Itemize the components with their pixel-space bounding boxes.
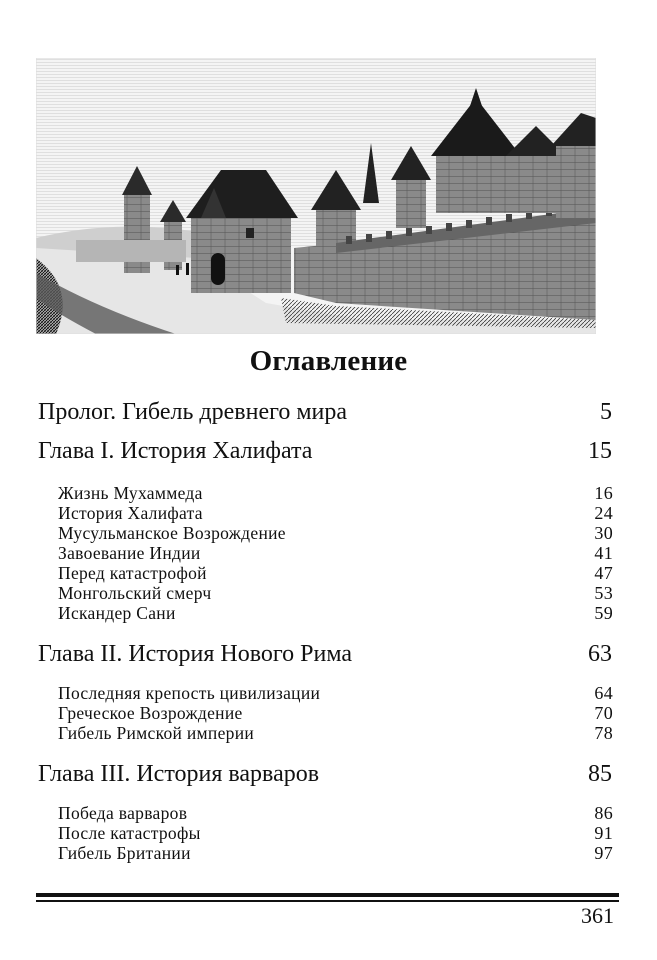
toc-entry-page: 85 bbox=[588, 761, 612, 787]
toc-entry-label: Глава I. История Халифата bbox=[38, 438, 313, 464]
toc-section-page: 97 bbox=[594, 843, 613, 863]
fortress-illustration bbox=[36, 58, 596, 334]
toc-section-page: 53 bbox=[594, 583, 613, 603]
toc-section[interactable] bbox=[58, 583, 613, 603]
toc-section-label: Искандер Сани bbox=[58, 603, 176, 623]
toc-section[interactable] bbox=[58, 603, 613, 623]
toc-section-label: Завоевание Индии bbox=[58, 543, 201, 563]
toc-section-page: 59 bbox=[594, 603, 613, 623]
toc-section[interactable] bbox=[58, 843, 613, 863]
toc-prologue[interactable] bbox=[38, 397, 612, 427]
toc-section-page: 70 bbox=[594, 703, 613, 723]
toc-section[interactable] bbox=[58, 703, 613, 723]
toc-section-label: Жизнь Мухаммеда bbox=[58, 483, 203, 503]
toc-section-page: 64 bbox=[594, 683, 613, 703]
toc-entry-label: Глава II. История Нового Рима bbox=[38, 641, 353, 667]
toc-section[interactable] bbox=[58, 823, 613, 843]
toc-section-label: Последняя крепость цивилизации bbox=[58, 683, 321, 703]
toc-section[interactable] bbox=[58, 523, 613, 543]
toc-chapter-3[interactable] bbox=[38, 759, 612, 789]
toc-section[interactable] bbox=[58, 563, 613, 583]
toc-section-page: 47 bbox=[594, 563, 613, 583]
toc-section[interactable] bbox=[58, 803, 613, 823]
toc-section-page: 41 bbox=[594, 543, 613, 563]
toc-section[interactable] bbox=[58, 483, 613, 503]
toc-section-page: 16 bbox=[594, 483, 613, 503]
footer-rule-thick bbox=[36, 893, 619, 897]
toc-entry-label: Глава III. История варваров bbox=[38, 761, 320, 787]
toc-section[interactable] bbox=[58, 723, 613, 743]
toc-entry-page: 5 bbox=[600, 399, 612, 425]
toc-section[interactable] bbox=[58, 543, 613, 563]
toc-chapter-2[interactable] bbox=[38, 639, 612, 669]
toc-chapter-1[interactable] bbox=[38, 436, 612, 466]
footer-rule-thin bbox=[36, 900, 619, 902]
toc-section-label: Гибель Римской империи bbox=[58, 723, 255, 743]
toc-section-page: 86 bbox=[594, 803, 613, 823]
toc-section[interactable] bbox=[58, 683, 613, 703]
toc-section-page: 78 bbox=[594, 723, 613, 743]
toc-entry-page: 15 bbox=[588, 438, 612, 464]
page-number: 361 bbox=[581, 903, 614, 928]
toc-section[interactable] bbox=[58, 503, 613, 523]
toc-section-label: Греческое Возрождение bbox=[58, 703, 243, 723]
page-title: Оглавление bbox=[249, 345, 408, 377]
toc-section-label: Гибель Британии bbox=[58, 843, 191, 863]
toc-section-label: Монгольский смерч bbox=[58, 583, 212, 603]
toc-section-label: Мусульманское Возрождение bbox=[58, 523, 286, 543]
toc-entry-page: 63 bbox=[588, 641, 612, 667]
toc-section-label: После катастрофы bbox=[58, 823, 201, 843]
toc-section-page: 91 bbox=[594, 823, 613, 843]
toc-entry-label: Пролог. Гибель древнего мира bbox=[38, 399, 348, 425]
toc-section-label: История Халифата bbox=[58, 503, 203, 523]
toc-section-page: 30 bbox=[594, 523, 613, 543]
toc-section-page: 24 bbox=[594, 503, 613, 523]
toc-section-label: Перед катастрофой bbox=[58, 563, 207, 583]
toc-section-label: Победа варваров bbox=[58, 803, 188, 823]
